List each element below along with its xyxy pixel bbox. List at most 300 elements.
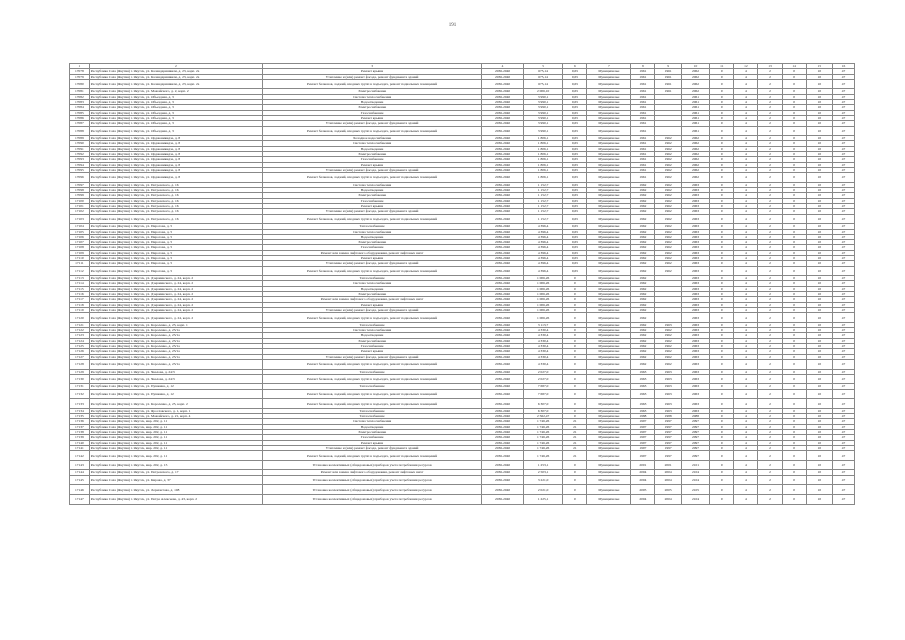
- table-cell: 10: [806, 162, 832, 167]
- table-cell: 0: [782, 276, 806, 281]
- table-cell: 0: [710, 89, 734, 94]
- table-cell: Утепление и (или) ремонт фасада, ремонт фундамента зданий: [262, 209, 481, 214]
- table-cell: 2062: [681, 141, 710, 146]
- table-cell: 7 687,0: [523, 389, 562, 399]
- table-cell: 17101: [70, 204, 90, 209]
- table-cell: 0: [710, 313, 734, 323]
- table-cell: 1963: [655, 399, 681, 409]
- table-cell: Ремонт крыши: [262, 440, 481, 445]
- table-cell: Водоотведение: [262, 333, 481, 338]
- table-cell: Республика Саха (Якутия) г. Якутск, ул. Объездная, д. 3: [89, 100, 262, 105]
- table-cell: 2063: [681, 198, 710, 203]
- table-cell: Муниципальн: [587, 470, 631, 475]
- table-cell: 2036-2040: [482, 167, 524, 172]
- table-cell: 0: [782, 204, 806, 209]
- table-cell: 2: [758, 440, 782, 445]
- table-cell: 47: [832, 100, 854, 105]
- table-cell: 1 746,26: [523, 440, 562, 445]
- table-cell: 2036-2040: [482, 445, 524, 450]
- table-row: [70, 399, 855, 409]
- table-cell: 47: [832, 430, 854, 435]
- table-cell: 0: [710, 475, 734, 485]
- table-cell: Муниципальн: [587, 188, 631, 193]
- table-cell: 1962: [655, 182, 681, 187]
- table-cell: 2: [758, 110, 782, 115]
- table-cell: 0: [710, 146, 734, 151]
- table-row: [70, 374, 855, 384]
- table-cell: 21: [563, 419, 587, 424]
- table-cell: 1962: [655, 234, 681, 239]
- table-cell: 47: [832, 485, 854, 495]
- table-cell: 21: [563, 451, 587, 461]
- table-cell: 47: [832, 188, 854, 193]
- table-cell: 17089: [70, 136, 90, 141]
- table-cell: 17086: [70, 115, 90, 120]
- table-cell: 17144: [70, 470, 90, 475]
- table-cell: Республика Саха (Якутия) г. Якутск, ул. Короленко, д. 23/1а: [89, 333, 262, 338]
- table-cell: Муниципальн: [587, 74, 631, 79]
- table-cell: Республика Саха (Якутия) г. Якутск, ул. Дзержинского, д. 24, корп. 2: [89, 307, 262, 312]
- table-cell: 1962: [655, 173, 681, 183]
- table-cell: 0: [710, 173, 734, 183]
- table-cell: 3 990,1: [523, 115, 562, 120]
- table-cell: Водоотведение: [262, 188, 481, 193]
- table-cell: 3 990,1: [523, 105, 562, 110]
- table-cell: 1 806,1: [523, 146, 562, 151]
- table-cell: 2104: [681, 494, 710, 504]
- table-cell: 1 225,1: [523, 494, 562, 504]
- table-cell: Электроснабжение: [262, 89, 481, 94]
- table-cell: 1 006,26: [523, 281, 562, 286]
- table-cell: 4: [734, 240, 758, 245]
- table-cell: Муниципальн: [587, 307, 631, 312]
- table-cell: 2063: [681, 234, 710, 239]
- table-cell: Республика Саха (Якутия) г. Якутск, ул. Петровского, д. 16: [89, 214, 262, 224]
- table-cell: 1961: [631, 89, 655, 94]
- table-cell: 0: [782, 74, 806, 79]
- table-cell: 0: [710, 281, 734, 286]
- table-cell: Газоснабжение: [262, 110, 481, 115]
- table-cell: 1 152,7: [523, 182, 562, 187]
- table-cell: 4: [734, 121, 758, 126]
- table-cell: 10: [806, 167, 832, 172]
- table-cell: 4: [734, 94, 758, 99]
- table-cell: 17097: [70, 182, 90, 187]
- table-cell: Республика Саха (Якутия) г. Якутск, ул. Ярославского, д. 1, корп. 1: [89, 408, 262, 413]
- table-cell: 0: [782, 414, 806, 419]
- table-cell: 2 027,0: [523, 374, 562, 384]
- table-cell: 0: [563, 460, 587, 470]
- table-cell: 0: [710, 157, 734, 162]
- table-cell: 3 221,0: [523, 475, 562, 485]
- table-cell: 0: [710, 234, 734, 239]
- table-cell: 1961: [631, 157, 655, 162]
- table-cell: Водоотведение: [262, 100, 481, 105]
- table-cell: 1962: [655, 204, 681, 209]
- table-cell: Республика Саха (Якутия) г. Якутск, ул. Пирогова, д. 5: [89, 266, 262, 276]
- table-cell: 2: [758, 384, 782, 389]
- table-cell: Республика Саха (Якутия) г. Якутск, ул. Объездная, д. 3: [89, 110, 262, 115]
- table-cell: 17136: [70, 419, 90, 424]
- table-cell: 0,65: [563, 167, 587, 172]
- table-cell: 2004: [631, 475, 655, 485]
- table-cell: Республика Саха (Якутия) г. Якутск, мкр. 202, д. 11: [89, 435, 262, 440]
- table-cell: 0: [782, 266, 806, 276]
- table-cell: 17135: [70, 414, 90, 419]
- table-cell: 1 806,1: [523, 141, 562, 146]
- table-cell: 4: [734, 136, 758, 141]
- table-cell: 10: [806, 182, 832, 187]
- table-cell: 0: [710, 261, 734, 266]
- column-header: 14: [782, 64, 806, 69]
- table-cell: 2036-2040: [482, 440, 524, 445]
- table-cell: 2036-2040: [482, 209, 524, 214]
- table-cell: 0: [782, 100, 806, 105]
- table-cell: 4: [734, 460, 758, 470]
- table-cell: 4: [734, 89, 758, 94]
- table-cell: 4: [734, 152, 758, 157]
- table-cell: 1962: [631, 344, 655, 349]
- table-cell: Муниципальн: [587, 435, 631, 440]
- table-cell: Республика Саха (Якутия) г. Якутск, ул. Петровского, д. 16: [89, 204, 262, 209]
- table-cell: Муниципальн: [587, 338, 631, 343]
- table-cell: 47: [832, 354, 854, 359]
- table-cell: 2: [758, 430, 782, 435]
- table-cell: 2036-2040: [482, 408, 524, 413]
- table-cell: 4: [734, 414, 758, 419]
- table-cell: 10: [806, 157, 832, 162]
- column-header: 11: [710, 64, 734, 69]
- table-cell: 47: [832, 136, 854, 141]
- table-cell: 0: [710, 359, 734, 369]
- column-header: 9: [655, 64, 681, 69]
- table-cell: 0: [782, 250, 806, 255]
- table-cell: 2: [758, 281, 782, 286]
- table-cell: Республика Саха (Якутия) г. Якутск, мкр. 202, д. 11: [89, 430, 262, 435]
- table-cell: 1961: [631, 146, 655, 151]
- table-cell: Ремонт балконов, лоджий, входных групп в подъездах, ремонт подвальных помещений: [262, 214, 481, 224]
- table-cell: 2036-2040: [482, 188, 524, 193]
- table-cell: 0: [782, 435, 806, 440]
- table-cell: 2036-2040: [482, 214, 524, 224]
- table-cell: Муниципальн: [587, 399, 631, 409]
- table-cell: Республика Саха (Якутия) г. Якутск, ул. Пирогова, д. 5: [89, 234, 262, 239]
- table-cell: Система теплоснабжения: [262, 182, 481, 187]
- table-cell: 1962: [631, 255, 655, 260]
- table-cell: 0: [710, 430, 734, 435]
- table-cell: Муниципальн: [587, 369, 631, 374]
- table-cell: Республика Саха (Якутия) г. Якутск, мкр. 202, д. 11: [89, 445, 262, 450]
- table-cell: Республика Саха (Якутия) г. Якутск, ул. Короленко, д. 23/1а: [89, 359, 262, 369]
- table-cell: Республика Саха (Якутия) г. Якутск, ул. Орджоникидзе, д. 8: [89, 146, 262, 151]
- table-cell: 2: [758, 302, 782, 307]
- table-cell: 2: [758, 182, 782, 187]
- table-cell: Республика Саха (Якутия) г. Якутск, ул. Пушкина, д. 12: [89, 384, 262, 389]
- table-cell: 10: [806, 328, 832, 333]
- table-cell: Республика Саха (Якутия) г. Якутск, ул. Петровского, д. 16: [89, 198, 262, 203]
- table-cell: 2: [758, 266, 782, 276]
- table-cell: 0: [710, 121, 734, 126]
- table-cell: Муниципальн: [587, 240, 631, 245]
- table-cell: Ремонт балконов, лоджий, входных групп в подъездах, ремонт подвальных помещений: [262, 389, 481, 399]
- table-cell: 2: [758, 69, 782, 74]
- table-cell: 21: [563, 424, 587, 429]
- table-cell: 2036-2040: [482, 333, 524, 338]
- table-cell: 1962: [631, 224, 655, 229]
- table-cell: 0: [710, 255, 734, 260]
- table-cell: 2: [758, 198, 782, 203]
- table-cell: Система теплоснабжения: [262, 419, 481, 424]
- table-cell: 0: [782, 475, 806, 485]
- table-cell: 1 746,26: [523, 430, 562, 435]
- column-header: 7: [587, 64, 631, 69]
- table-cell: 0: [782, 182, 806, 187]
- table-cell: 10: [806, 141, 832, 146]
- table-cell: 1962: [631, 266, 655, 276]
- table-cell: 17132: [70, 389, 90, 399]
- table-cell: 0: [782, 146, 806, 151]
- table-cell: 0: [782, 354, 806, 359]
- table-cell: Муниципальн: [587, 408, 631, 413]
- table-cell: 0: [782, 115, 806, 120]
- table-cell: Муниципальн: [587, 384, 631, 389]
- table-cell: 4 396,4: [523, 224, 562, 229]
- table-cell: 4: [734, 440, 758, 445]
- table-cell: 10: [806, 240, 832, 245]
- table-cell: Республика Саха (Якутия) г. Якутск, ул. Орджоникидзе, д. 8: [89, 141, 262, 146]
- table-cell: 2001: [655, 460, 681, 470]
- table-cell: 0: [710, 389, 734, 399]
- table-cell: 1 806,1: [523, 167, 562, 172]
- table-cell: 1 006,26: [523, 313, 562, 323]
- table-cell: Муниципальн: [587, 460, 631, 470]
- table-cell: 2063: [681, 276, 710, 281]
- table-cell: Ремонт балконов, лоджий, входных групп в подъездах, ремонт подвальных помещений: [262, 374, 481, 384]
- table-cell: 10: [806, 292, 832, 297]
- table-cell: Республика Саха (Якутия) г. Якутск, ул. Короленко, д. 23/1а: [89, 338, 262, 343]
- table-cell: Муниципальн: [587, 100, 631, 105]
- table-cell: 2097: [681, 440, 710, 445]
- table-cell: 2062: [681, 89, 710, 94]
- table-cell: 2036-2040: [482, 193, 524, 198]
- table-cell: 47: [832, 126, 854, 136]
- table-cell: 2: [758, 74, 782, 79]
- table-cell: 2063: [681, 328, 710, 333]
- table-cell: 2063: [681, 286, 710, 291]
- table-cell: Муниципальн: [587, 162, 631, 167]
- table-cell: 0: [782, 152, 806, 157]
- table-cell: 47: [832, 146, 854, 151]
- table-cell: 0: [710, 307, 734, 312]
- table-cell: 2062: [681, 136, 710, 141]
- table-cell: 10: [806, 69, 832, 74]
- table-cell: 0: [782, 328, 806, 333]
- table-cell: Республика Саха (Якутия) г. Якутск, ул. Чкалова, д. 24/3: [89, 369, 262, 374]
- table-cell: 0: [563, 389, 587, 399]
- column-header: 4: [482, 64, 524, 69]
- table-cell: 2036-2040: [482, 224, 524, 229]
- table-cell: 2036-2040: [482, 359, 524, 369]
- table-cell: 10: [806, 173, 832, 183]
- table-cell: 2004: [655, 470, 681, 475]
- table-cell: 2063: [681, 338, 710, 343]
- table-cell: 10: [806, 384, 832, 389]
- table-cell: 47: [832, 333, 854, 338]
- table-cell: Республика Саха (Якутия) г. Якутск, ул. Каландаришвили, д. 23, корп. 2а: [89, 69, 262, 74]
- table-cell: 0: [710, 110, 734, 115]
- table-cell: Утепление и (или) ремонт фасада, ремонт фундамента зданий: [262, 307, 481, 312]
- table-row: [70, 475, 855, 485]
- table-cell: Республика Саха (Якутия) г. Якутск, ул. Петра Алексеева, д. 43, корп. 2: [89, 494, 262, 504]
- table-cell: 2: [758, 141, 782, 146]
- table-cell: 1962: [655, 240, 681, 245]
- table-cell: 2036-2040: [482, 204, 524, 209]
- table-cell: 1961: [655, 89, 681, 94]
- table-cell: 2: [758, 369, 782, 374]
- table-cell: 17137: [70, 424, 90, 429]
- table-cell: 1997: [631, 419, 655, 424]
- table-cell: 0,65: [563, 110, 587, 115]
- table-cell: 10: [806, 100, 832, 105]
- table-cell: 17096: [70, 173, 90, 183]
- table-cell: 1988: [655, 414, 681, 419]
- table-cell: 10: [806, 302, 832, 307]
- table-cell: 1963: [631, 389, 655, 399]
- table-cell: 47: [832, 369, 854, 374]
- table-cell: 2097: [681, 419, 710, 424]
- table-cell: Республика Саха (Якутия) г. Якутск, ул. Объездная, д. 3: [89, 94, 262, 99]
- table-row: [70, 389, 855, 399]
- table-cell: 0: [782, 121, 806, 126]
- table-cell: 0: [710, 349, 734, 354]
- table-cell: Республика Саха (Якутия) г. Якутск, ул. Можайского, д. 21, корп. 4: [89, 414, 262, 419]
- table-cell: 2036-2040: [482, 255, 524, 260]
- table-cell: 675,14: [523, 74, 562, 79]
- table-cell: 4: [734, 359, 758, 369]
- capital-repair-table: [69, 63, 855, 505]
- table-cell: 0: [782, 188, 806, 193]
- table-cell: 1962: [631, 250, 655, 255]
- table-cell: 2: [758, 475, 782, 485]
- table-cell: 47: [832, 234, 854, 239]
- table-cell: 47: [832, 79, 854, 89]
- table-cell: 0: [782, 141, 806, 146]
- table-cell: 10: [806, 344, 832, 349]
- table-row: [70, 214, 855, 224]
- table-cell: 4 396,4: [523, 261, 562, 266]
- table-cell: 17088: [70, 126, 90, 136]
- table-cell: 17142: [70, 451, 90, 461]
- table-cell: Система теплоснабжения: [262, 229, 481, 234]
- table-cell: 1997: [655, 430, 681, 435]
- table-cell: 4 396,4: [523, 229, 562, 234]
- table-cell: 0: [782, 234, 806, 239]
- table-cell: Утепление и (или) ремонт фасада, ремонт фундамента зданий: [262, 121, 481, 126]
- table-cell: 47: [832, 250, 854, 255]
- table-cell: 0: [563, 470, 587, 475]
- table-cell: 17116: [70, 292, 90, 297]
- table-cell: Муниципальн: [587, 245, 631, 250]
- table-cell: Муниципальн: [587, 261, 631, 266]
- table-cell: 2036-2040: [482, 369, 524, 374]
- table-cell: 1962: [631, 182, 655, 187]
- table-cell: 1962: [655, 255, 681, 260]
- table-cell: 2 562,47: [523, 414, 562, 419]
- table-cell: 17102: [70, 209, 90, 214]
- table-cell: 2097: [681, 445, 710, 450]
- table-cell: 4: [734, 141, 758, 146]
- table-cell: 2036-2040: [482, 276, 524, 281]
- table-cell: 10: [806, 146, 832, 151]
- table-cell: 0: [710, 322, 734, 327]
- table-cell: 0,65: [563, 229, 587, 234]
- table-cell: 4 330,4: [523, 359, 562, 369]
- table-cell: 1961: [631, 152, 655, 157]
- table-cell: 2063: [681, 349, 710, 354]
- table-cell: 10: [806, 89, 832, 94]
- table-cell: Муниципальн: [587, 354, 631, 359]
- table-cell: 0,65: [563, 224, 587, 229]
- table-cell: Муниципальн: [587, 424, 631, 429]
- table-cell: 1962: [655, 167, 681, 172]
- table-cell: 675,14: [523, 69, 562, 74]
- table-cell: 4: [734, 302, 758, 307]
- table-cell: 0,65: [563, 234, 587, 239]
- table-cell: 10: [806, 250, 832, 255]
- table-cell: 0: [782, 313, 806, 323]
- table-cell: 2036-2040: [482, 374, 524, 384]
- table-cell: 2 503,1: [523, 470, 562, 475]
- table-cell: 0: [710, 250, 734, 255]
- table-cell: 2: [758, 152, 782, 157]
- table-cell: 17122: [70, 328, 90, 333]
- table-cell: 1997: [631, 435, 655, 440]
- table-cell: 10: [806, 266, 832, 276]
- table-cell: 3 990,1: [523, 94, 562, 99]
- table-cell: 1 006,26: [523, 307, 562, 312]
- table-cell: 10: [806, 313, 832, 323]
- table-cell: 6 307,0: [523, 399, 562, 409]
- table-cell: Установка коллективных (общедомовых) приборов учета потребления ресурсов: [262, 485, 481, 495]
- table-cell: 2: [758, 204, 782, 209]
- column-header: 10: [681, 64, 710, 69]
- table-cell: 1997: [655, 424, 681, 429]
- table-cell: Муниципальн: [587, 121, 631, 126]
- table-cell: 1962: [655, 162, 681, 167]
- table-cell: 2005: [631, 485, 655, 495]
- table-cell: 2061: [681, 105, 710, 110]
- table-cell: 2062: [681, 146, 710, 151]
- table-cell: 2: [758, 307, 782, 312]
- table-cell: 0: [563, 328, 587, 333]
- table-cell: 1 006,26: [523, 297, 562, 302]
- table-cell: 17125: [70, 344, 90, 349]
- table-cell: 2063: [681, 193, 710, 198]
- table-cell: 1961: [655, 74, 681, 79]
- table-cell: 0: [782, 240, 806, 245]
- table-cell: 17143: [70, 460, 90, 470]
- table-cell: 0: [782, 344, 806, 349]
- table-cell: 2: [758, 229, 782, 234]
- table-cell: Республика Саха (Якутия) г. Якутск, ул. Каландаришвили, д. 23, корп. 2а: [89, 74, 262, 79]
- table-cell: 10: [806, 419, 832, 424]
- table-cell: 0: [782, 224, 806, 229]
- table-row: [70, 79, 855, 89]
- table-cell: 10: [806, 74, 832, 79]
- table-cell: 2036-2040: [482, 399, 524, 409]
- table-cell: 10: [806, 276, 832, 281]
- table-cell: 4 396,4: [523, 255, 562, 260]
